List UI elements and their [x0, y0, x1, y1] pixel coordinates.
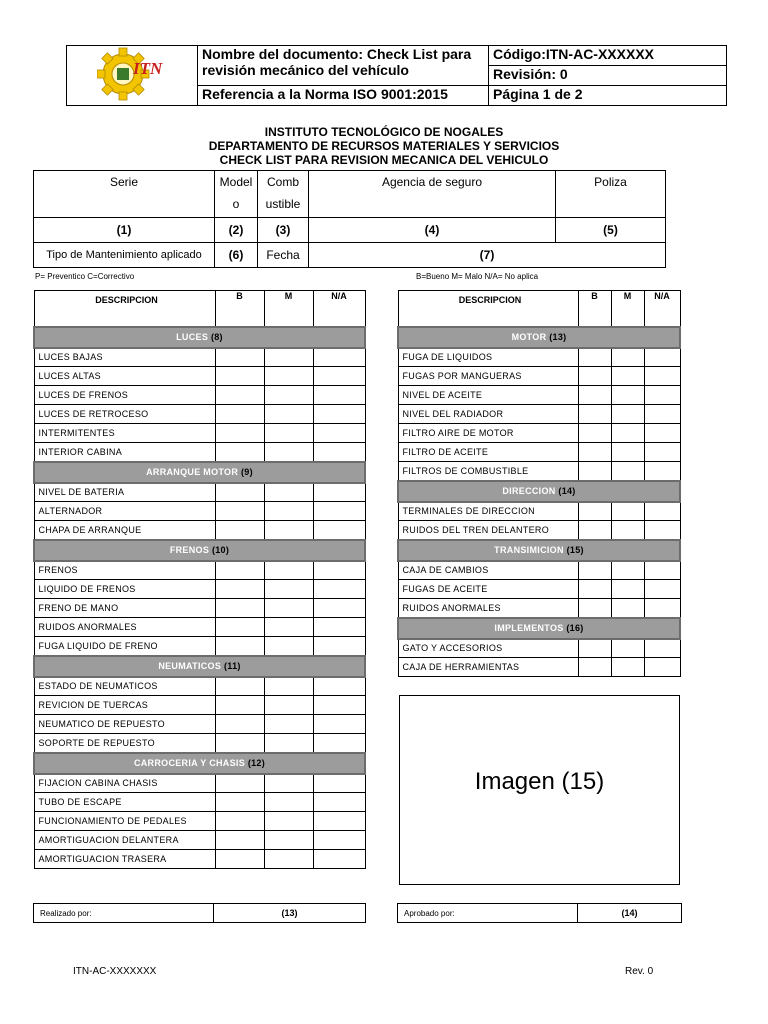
check-cell-b[interactable]	[215, 599, 264, 618]
section-title	[34, 753, 365, 774]
logo-cell	[67, 46, 198, 106]
check-cell-m[interactable]	[611, 599, 644, 618]
check-cell-m[interactable]	[264, 580, 313, 599]
check-cell-b[interactable]	[578, 367, 611, 386]
checklist-left	[33, 290, 366, 869]
checklist-row	[34, 367, 365, 386]
checklist-row	[398, 639, 680, 658]
check-cell-m[interactable]	[264, 405, 313, 424]
item-description: FUGA LIQUIDO DE FRENO	[34, 637, 215, 656]
check-cell-m[interactable]	[611, 658, 644, 677]
item-description: FUGA DE LIQUIDOS	[398, 348, 578, 367]
check-cell-na[interactable]	[644, 462, 680, 481]
section-name: NEUMATICOS	[158, 661, 222, 671]
section-name: FRENOS	[169, 545, 210, 555]
col-b: B	[578, 291, 611, 327]
document-header	[66, 45, 727, 106]
check-cell-na[interactable]	[313, 367, 365, 386]
checklist-row	[34, 850, 365, 869]
checklist-row	[398, 405, 680, 424]
section-header-frenos	[34, 540, 365, 561]
item-description: GATO Y ACCESORIOS	[398, 639, 578, 658]
section-title	[34, 656, 365, 677]
section-number: (9)	[240, 467, 253, 477]
check-cell-na[interactable]	[313, 831, 365, 850]
section-name: DIRECCION	[502, 486, 556, 496]
check-cell-b[interactable]	[215, 367, 264, 386]
check-cell-m[interactable]	[264, 348, 313, 367]
tipo-mantenimiento-label: Tipo de Mantenimiento aplicado	[34, 243, 215, 268]
check-cell-na[interactable]	[313, 561, 365, 580]
realizado-field[interactable]: (13)	[214, 904, 366, 923]
vehicle-image-placeholder[interactable]	[399, 695, 680, 885]
maintenance-legend: P= Preventico C=Correctivo	[35, 272, 135, 281]
checklist-row	[398, 599, 680, 618]
check-cell-b[interactable]	[215, 715, 264, 734]
section-title	[34, 540, 365, 561]
section-number: (12)	[247, 758, 266, 768]
section-header-carroceria	[34, 753, 365, 774]
checklist-row	[34, 386, 365, 405]
check-cell-m[interactable]	[264, 734, 313, 753]
serie-label: Serie	[34, 171, 215, 218]
check-cell-na[interactable]	[313, 696, 365, 715]
norma-reference: Referencia a la Norma ISO 9001:2015	[198, 86, 489, 106]
item-description: AMORTIGUACION TRASERA	[34, 850, 215, 869]
section-name: TRANSIMICION	[494, 545, 564, 555]
checklist-row	[34, 580, 365, 599]
item-description: ALTERNADOR	[34, 502, 215, 521]
checklist-row	[34, 637, 365, 656]
check-cell-b[interactable]	[215, 618, 264, 637]
check-cell-m[interactable]	[264, 774, 313, 793]
col-na: N/A	[644, 291, 680, 327]
section-name: IMPLEMENTOS	[494, 623, 564, 633]
check-cell-b[interactable]	[215, 677, 264, 696]
item-description: LUCES ALTAS	[34, 367, 215, 386]
fecha-label: Fecha	[258, 243, 309, 268]
check-cell-na[interactable]	[644, 386, 680, 405]
section-number: (10)	[211, 545, 230, 555]
item-description: FILTRO AIRE DE MOTOR	[398, 424, 578, 443]
aprobado-field[interactable]: (14)	[578, 904, 682, 923]
combustible-label: Comb ustible	[258, 171, 309, 218]
section-header-transmision	[398, 540, 680, 561]
check-cell-b[interactable]	[215, 850, 264, 869]
check-cell-b[interactable]	[215, 502, 264, 521]
checklist-row	[34, 348, 365, 367]
checklist-row	[34, 696, 365, 715]
col-b: B	[215, 291, 264, 327]
section-number: (14)	[558, 486, 576, 496]
check-cell-b[interactable]	[578, 561, 611, 580]
check-cell-na[interactable]	[313, 618, 365, 637]
check-cell-m[interactable]	[264, 443, 313, 462]
item-description: REVICION DE TUERCAS	[34, 696, 215, 715]
tipo-mantenimiento-field[interactable]: (6)	[215, 243, 258, 268]
check-cell-m[interactable]	[264, 812, 313, 831]
item-description: RUIDOS DEL TREN DELANTERO	[398, 521, 578, 540]
item-description: LUCES DE RETROCESO	[34, 405, 215, 424]
footer-code: ITN-AC-XXXXXXX	[73, 966, 157, 977]
check-cell-na[interactable]	[644, 348, 680, 367]
itn-logo-icon	[97, 46, 167, 102]
section-name: MOTOR	[511, 332, 547, 342]
checklist-row	[34, 405, 365, 424]
checklist-row	[34, 443, 365, 462]
check-cell-m[interactable]	[611, 348, 644, 367]
check-cell-b[interactable]	[578, 521, 611, 540]
check-cell-b[interactable]	[215, 386, 264, 405]
check-cell-na[interactable]	[313, 715, 365, 734]
check-cell-b[interactable]	[215, 734, 264, 753]
checklist-row	[398, 561, 680, 580]
check-cell-m[interactable]	[264, 618, 313, 637]
check-cell-na[interactable]	[313, 405, 365, 424]
check-cell-b[interactable]	[578, 386, 611, 405]
col-descripcion: DESCRIPCION	[398, 291, 578, 327]
check-cell-na[interactable]	[644, 521, 680, 540]
col-na: N/A	[313, 291, 365, 327]
check-cell-m[interactable]	[264, 367, 313, 386]
checklist-row	[34, 734, 365, 753]
poliza-field[interactable]: (5)	[556, 218, 666, 243]
checklist-right	[397, 290, 681, 677]
item-description: NIVEL DE ACEITE	[398, 386, 578, 405]
check-cell-b[interactable]	[578, 348, 611, 367]
vehicle-info-table	[33, 170, 666, 268]
check-cell-na[interactable]	[313, 812, 365, 831]
col-m: M	[264, 291, 313, 327]
check-cell-b[interactable]	[215, 424, 264, 443]
check-cell-m[interactable]	[264, 599, 313, 618]
section-number: (13)	[549, 332, 567, 342]
item-description: FILTROS DE COMBUSTIBLE	[398, 462, 578, 481]
item-description: RUIDOS ANORMALES	[398, 599, 578, 618]
check-cell-b[interactable]	[215, 561, 264, 580]
checklist-row	[34, 424, 365, 443]
check-cell-m[interactable]	[264, 483, 313, 502]
check-cell-na[interactable]	[644, 658, 680, 677]
check-cell-b[interactable]	[215, 348, 264, 367]
section-name: LUCES	[176, 332, 209, 342]
item-description: ESTADO DE NEUMATICOS	[34, 677, 215, 696]
check-cell-na[interactable]	[644, 561, 680, 580]
checklist-row	[34, 502, 365, 521]
checklist-row	[398, 443, 680, 462]
check-cell-b[interactable]	[215, 793, 264, 812]
item-description: FIJACION CABINA CHASIS	[34, 774, 215, 793]
check-cell-b[interactable]	[578, 405, 611, 424]
check-cell-m[interactable]	[611, 367, 644, 386]
check-cell-m[interactable]	[611, 639, 644, 658]
section-number: (11)	[223, 661, 241, 671]
item-description: SOPORTE DE REPUESTO	[34, 734, 215, 753]
checklist-row	[398, 367, 680, 386]
check-cell-m[interactable]	[611, 424, 644, 443]
aprobado-signature	[397, 903, 682, 923]
footer-revision: Rev. 0	[625, 966, 654, 977]
check-cell-m[interactable]	[264, 502, 313, 521]
fecha-field[interactable]: (7)	[309, 243, 666, 268]
check-cell-na[interactable]	[313, 774, 365, 793]
check-cell-na[interactable]	[644, 599, 680, 618]
check-cell-na[interactable]	[644, 443, 680, 462]
modelo-field[interactable]: (2)	[215, 218, 258, 243]
check-cell-b[interactable]	[578, 658, 611, 677]
check-cell-b[interactable]	[215, 443, 264, 462]
realizado-signature	[33, 903, 366, 923]
check-cell-b[interactable]	[578, 580, 611, 599]
check-cell-b[interactable]	[578, 462, 611, 481]
document-code: Código:ITN-AC-XXXXXX	[489, 46, 727, 66]
check-cell-na[interactable]	[644, 367, 680, 386]
page-number: Página 1 de 2	[489, 86, 727, 106]
checklist-row	[398, 386, 680, 405]
checklist-row	[34, 715, 365, 734]
check-cell-m[interactable]	[611, 502, 644, 521]
realizado-label: Realizado por:	[34, 904, 214, 923]
check-cell-na[interactable]	[313, 483, 365, 502]
item-description: INTERIOR CABINA	[34, 443, 215, 462]
check-cell-na[interactable]	[644, 639, 680, 658]
section-header-neumaticos	[34, 656, 365, 677]
agencia-label: Agencia de seguro	[309, 171, 556, 218]
check-cell-m[interactable]	[611, 443, 644, 462]
check-cell-m[interactable]	[264, 831, 313, 850]
check-cell-m[interactable]	[264, 677, 313, 696]
logo-text: ITN	[133, 59, 163, 78]
item-description: FUGAS DE ACEITE	[398, 580, 578, 599]
item-description: NEUMATICO DE REPUESTO	[34, 715, 215, 734]
check-cell-b[interactable]	[578, 639, 611, 658]
section-number: (16)	[566, 623, 584, 633]
section-number: (15)	[566, 545, 584, 555]
item-description: FUGAS POR MANGUERAS	[398, 367, 578, 386]
check-cell-b[interactable]	[215, 831, 264, 850]
combustible-field[interactable]: (3)	[258, 218, 309, 243]
check-cell-na[interactable]	[313, 386, 365, 405]
checklist-row	[398, 462, 680, 481]
section-name: ARRANQUE MOTOR	[146, 467, 239, 477]
item-description: LUCES DE FRENOS	[34, 386, 215, 405]
agencia-field[interactable]: (4)	[309, 218, 556, 243]
modelo-label: Model o	[215, 171, 258, 218]
item-description: FUNCIONAMIENTO DE PEDALES	[34, 812, 215, 831]
check-cell-m[interactable]	[264, 715, 313, 734]
checklist-row	[34, 812, 365, 831]
item-description: TUBO DE ESCAPE	[34, 793, 215, 812]
section-title	[398, 481, 680, 502]
check-cell-b[interactable]	[215, 637, 264, 656]
item-description: FILTRO DE ACEITE	[398, 443, 578, 462]
document-name: Nombre del documento: Check List para revisión mecánico del vehículo	[198, 46, 489, 86]
item-description: CAJA DE CAMBIOS	[398, 561, 578, 580]
check-cell-na[interactable]	[313, 424, 365, 443]
check-cell-m[interactable]	[611, 521, 644, 540]
check-cell-m[interactable]	[264, 386, 313, 405]
section-header-direccion	[398, 481, 680, 502]
check-cell-na[interactable]	[313, 599, 365, 618]
section-title	[34, 462, 365, 483]
aprobado-label: Aprobado por:	[398, 904, 578, 923]
check-cell-m[interactable]	[611, 580, 644, 599]
item-description: LIQUIDO DE FRENOS	[34, 580, 215, 599]
item-description: NIVEL DE BATERIA	[34, 483, 215, 502]
check-cell-b[interactable]	[215, 774, 264, 793]
check-cell-m[interactable]	[264, 561, 313, 580]
section-header-motor	[398, 327, 680, 348]
check-cell-na[interactable]	[313, 793, 365, 812]
checklist-row	[34, 599, 365, 618]
section-title	[34, 327, 365, 348]
check-cell-b[interactable]	[215, 483, 264, 502]
check-cell-na[interactable]	[313, 734, 365, 753]
rating-legend: B=Bueno M= Malo N/A= No aplica	[416, 272, 539, 281]
check-cell-m[interactable]	[264, 793, 313, 812]
col-m: M	[611, 291, 644, 327]
checklist-row	[34, 774, 365, 793]
check-cell-b[interactable]	[215, 696, 264, 715]
document-revision: Revisión: 0	[489, 66, 727, 86]
item-description: CHAPA DE ARRANQUE	[34, 521, 215, 540]
section-name: CARROCERIA Y CHASIS	[133, 758, 246, 768]
checklist-row	[34, 677, 365, 696]
institute-title: INSTITUTO TECNOLÓGICO DE NOGALES	[264, 125, 504, 139]
checklist-row	[34, 521, 365, 540]
checklist-row	[398, 348, 680, 367]
check-cell-m[interactable]	[264, 696, 313, 715]
section-header-luces	[34, 327, 365, 348]
check-cell-na[interactable]	[644, 502, 680, 521]
check-cell-na[interactable]	[644, 424, 680, 443]
item-description: LUCES BAJAS	[34, 348, 215, 367]
poliza-label: Poliza	[556, 171, 666, 218]
checklist-row	[398, 521, 680, 540]
check-cell-b[interactable]	[578, 443, 611, 462]
item-description: FRENO DE MANO	[34, 599, 215, 618]
check-cell-na[interactable]	[313, 521, 365, 540]
check-cell-na[interactable]	[313, 637, 365, 656]
item-description: CAJA DE HERRAMIENTAS	[398, 658, 578, 677]
check-cell-b[interactable]	[215, 812, 264, 831]
checklist-row	[34, 561, 365, 580]
checklist-row	[34, 618, 365, 637]
check-cell-m[interactable]	[611, 405, 644, 424]
check-cell-m[interactable]	[264, 850, 313, 869]
serie-field[interactable]: (1)	[34, 218, 215, 243]
checklist-row	[398, 580, 680, 599]
section-header-implementos	[398, 618, 680, 639]
check-cell-m[interactable]	[264, 521, 313, 540]
section-title	[398, 327, 680, 348]
check-cell-b[interactable]	[215, 521, 264, 540]
check-cell-b[interactable]	[578, 599, 611, 618]
checklist-row	[34, 483, 365, 502]
checklist-title: CHECK LIST PARA REVISION MECANICA DEL VEHICULO	[219, 153, 549, 167]
check-cell-na[interactable]	[313, 443, 365, 462]
check-cell-na[interactable]	[313, 850, 365, 869]
check-cell-m[interactable]	[264, 424, 313, 443]
checklist-row	[34, 831, 365, 850]
check-cell-m[interactable]	[264, 637, 313, 656]
check-cell-na[interactable]	[313, 348, 365, 367]
department-title: DEPARTAMENTO DE RECURSOS MATERIALES Y SERVICIOS	[208, 139, 560, 153]
check-cell-b[interactable]	[215, 405, 264, 424]
check-cell-m[interactable]	[611, 462, 644, 481]
check-cell-na[interactable]	[644, 405, 680, 424]
item-description: INTERMITENTES	[34, 424, 215, 443]
section-title	[398, 540, 680, 561]
section-number: (8)	[210, 332, 223, 342]
image-placeholder-label: Imagen (15)	[474, 768, 605, 795]
check-cell-na[interactable]	[313, 677, 365, 696]
checklist-row	[398, 424, 680, 443]
checklist-row	[34, 793, 365, 812]
item-description: NIVEL DEL RADIADOR	[398, 405, 578, 424]
check-cell-na[interactable]	[313, 580, 365, 599]
check-cell-b[interactable]	[578, 502, 611, 521]
check-cell-na[interactable]	[313, 502, 365, 521]
check-cell-m[interactable]	[611, 561, 644, 580]
check-cell-m[interactable]	[611, 386, 644, 405]
check-cell-na[interactable]	[644, 580, 680, 599]
item-description: FRENOS	[34, 561, 215, 580]
section-header-arranque	[34, 462, 365, 483]
item-description: AMORTIGUACION DELANTERA	[34, 831, 215, 850]
item-description: RUIDOS ANORMALES	[34, 618, 215, 637]
check-cell-b[interactable]	[215, 580, 264, 599]
col-descripcion: DESCRIPCION	[34, 291, 215, 327]
checklist-row	[398, 502, 680, 521]
checklist-row	[398, 658, 680, 677]
item-description: TERMINALES DE DIRECCION	[398, 502, 578, 521]
check-cell-b[interactable]	[578, 424, 611, 443]
section-title	[398, 618, 680, 639]
